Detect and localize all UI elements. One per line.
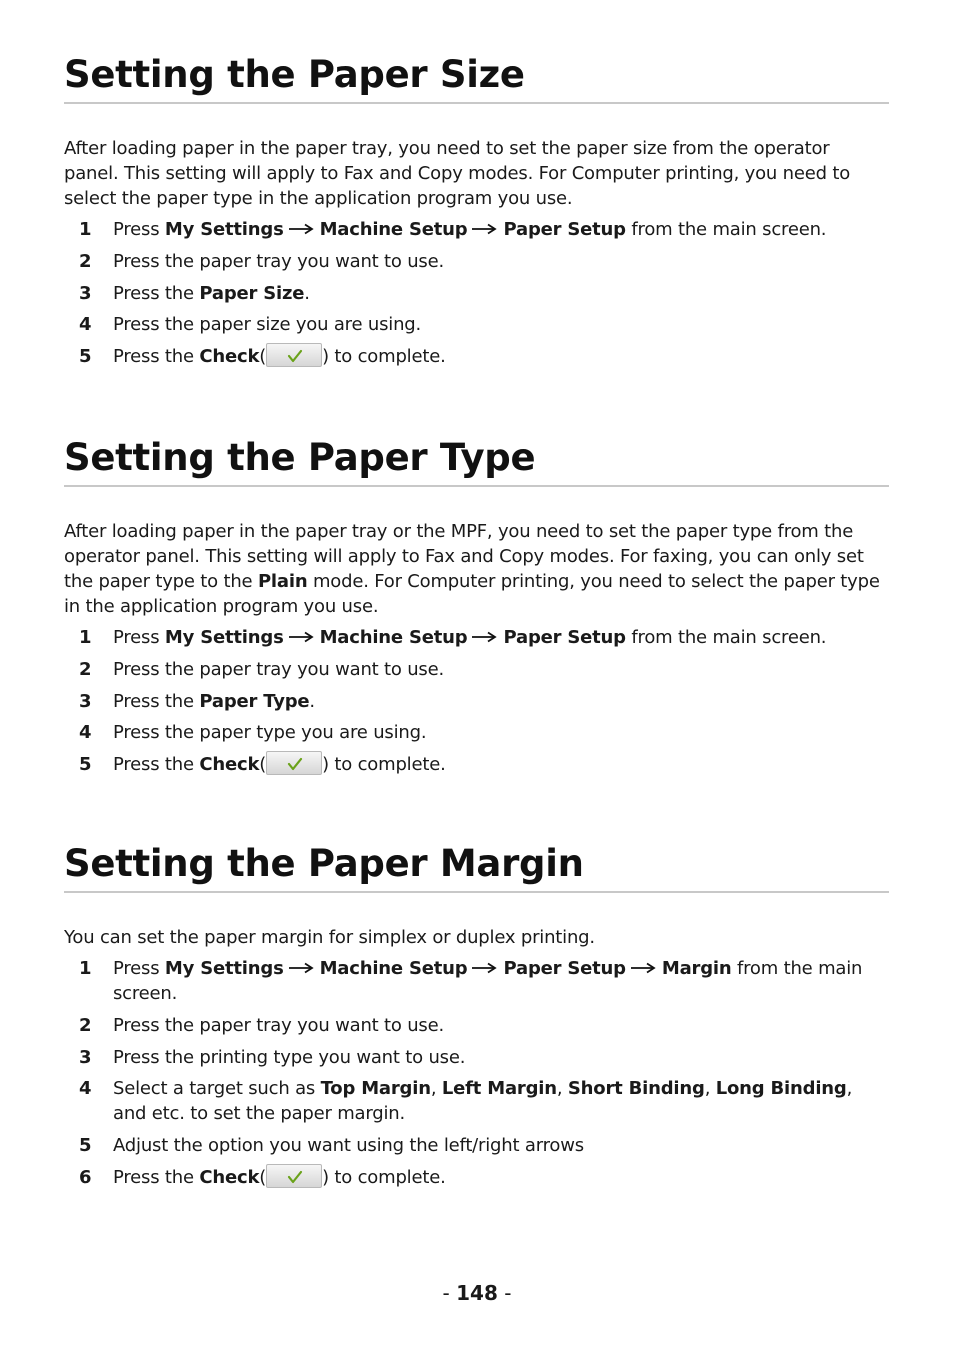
page-number: 148 (456, 1281, 498, 1305)
step-list (64, 625, 889, 777)
text-run: Press the paper tray you want to use. (113, 250, 445, 272)
step-number: 1 (79, 219, 92, 240)
text-run: After loading paper in the paper tray, you need to set the paper size from the operator panel. This setting will apply to Fax and Copy modes. For Computer printing, you need to select the paper type in the application program you use. (64, 138, 851, 209)
text-run: After loading paper in the paper tray or the MPF, you need to set the paper type from the operator panel. This setting will apply to Fax and Copy modes. For faxing, you can only set the paper type to the (64, 521, 864, 592)
step-number: 1 (79, 958, 92, 979)
emphasis-text: Short Binding (567, 1078, 705, 1100)
step-item (64, 312, 889, 337)
page-footer (0, 1280, 954, 1306)
checkmark-icon (287, 349, 303, 363)
text-run: Press (113, 627, 165, 648)
step-number: 6 (79, 1166, 92, 1188)
step-number: 3 (79, 690, 92, 712)
step-item (64, 249, 889, 274)
section-intro (64, 519, 889, 619)
step-list (64, 956, 889, 1190)
step-number: 5 (79, 346, 92, 368)
text-run: Press the paper size you are using. (113, 314, 422, 336)
step-number: 2 (79, 658, 92, 680)
emphasis-text: Check (199, 754, 260, 776)
text-run: ) to complete. (322, 346, 446, 368)
step-item (64, 752, 889, 777)
text-run: , (556, 1078, 568, 1100)
text-run: ( (259, 1166, 267, 1188)
text-run: Press the printing type you want to use. (113, 1046, 466, 1068)
step-item (64, 625, 889, 650)
section-title: Setting the Paper Size (64, 52, 889, 104)
text-run: , and etc. to set the paper margin. (113, 1078, 853, 1125)
section-intro (64, 925, 889, 950)
emphasis-text: Paper Type (199, 690, 310, 712)
emphasis-text: Check (199, 1166, 260, 1188)
arrow-right-icon (471, 631, 497, 643)
arrow-right-icon (471, 223, 497, 235)
text-run: ( (259, 346, 267, 368)
step-item (64, 344, 889, 369)
checkmark-icon (287, 1170, 303, 1184)
step-item (64, 956, 889, 1006)
step-item (64, 1165, 889, 1190)
emphasis-text: Paper Setup (503, 958, 626, 979)
emphasis-text: Paper Size (199, 282, 305, 304)
step-number: 3 (79, 282, 92, 304)
emphasis-text: Check (199, 346, 260, 368)
emphasis-text: Long Binding (715, 1078, 847, 1100)
emphasis-text: Paper Setup (503, 219, 626, 240)
text-run: . (304, 282, 310, 304)
text-run: Press the paper tray you want to use. (113, 658, 445, 680)
arrow-right-icon (288, 223, 314, 235)
section-intro (64, 136, 889, 211)
text-run: from the main screen. (625, 627, 827, 648)
emphasis-text: My Settings (164, 219, 284, 240)
arrow-right-icon (471, 962, 497, 974)
arrow-right-icon (288, 631, 314, 643)
step-item (64, 1045, 889, 1070)
arrow-right-icon (630, 962, 656, 974)
step-item (64, 720, 889, 745)
text-run: Select a target such as (113, 1078, 321, 1100)
step-item (64, 281, 889, 306)
check-button-icon (266, 1164, 322, 1188)
step-number: 1 (79, 627, 92, 648)
step-item (64, 1133, 889, 1158)
step-number: 3 (79, 1046, 92, 1068)
step-number: 5 (79, 1135, 92, 1157)
step-item (64, 1013, 889, 1038)
section-paper-size (64, 52, 889, 376)
emphasis-text: Top Margin (320, 1078, 431, 1100)
text-run: Press the (113, 754, 200, 776)
section-title: Setting the Paper Margin (64, 841, 889, 893)
section-title: Setting the Paper Type (64, 435, 889, 487)
text-run: ) to complete. (322, 754, 446, 776)
step-item (64, 217, 889, 242)
emphasis-text: Plain (257, 571, 308, 592)
text-run: Press the (113, 690, 200, 712)
text-run: Adjust the option you want using the left/right arrows (113, 1135, 584, 1157)
emphasis-text: Paper Setup (503, 627, 626, 648)
text-run: , (704, 1078, 716, 1100)
section-paper-margin (64, 841, 889, 1197)
step-list (64, 217, 889, 369)
footer-suffix: - (497, 1281, 512, 1305)
step-number: 4 (79, 314, 92, 336)
step-item (64, 689, 889, 714)
step-item (64, 657, 889, 682)
emphasis-text: My Settings (164, 958, 284, 979)
text-run: Press the (113, 1166, 200, 1188)
text-run: from the main screen. (113, 958, 863, 1004)
text-run: Press the (113, 282, 200, 304)
check-button-icon (266, 751, 322, 775)
text-run: . (309, 690, 315, 712)
emphasis-text: Margin (661, 958, 732, 979)
emphasis-text: Machine Setup (319, 958, 468, 979)
step-item (64, 1076, 889, 1126)
text-run: from the main screen. (625, 219, 827, 240)
footer-prefix: - (442, 1281, 457, 1305)
text-run: You can set the paper margin for simplex or duplex printing. (64, 927, 595, 948)
text-run: Press the paper type you are using. (113, 722, 427, 744)
text-run: Press (113, 219, 165, 240)
arrow-right-icon (288, 962, 314, 974)
checkmark-icon (287, 757, 303, 771)
text-run: Press (113, 958, 165, 979)
step-number: 4 (79, 722, 92, 744)
step-number: 2 (79, 250, 92, 272)
emphasis-text: Machine Setup (319, 219, 468, 240)
text-run: , (430, 1078, 442, 1100)
emphasis-text: Machine Setup (319, 627, 468, 648)
emphasis-text: Left Margin (441, 1078, 557, 1100)
step-number: 4 (79, 1078, 92, 1100)
text-run: mode. For Computer printing, you need to select the paper type in the application program you use. (64, 571, 880, 617)
step-number: 2 (79, 1014, 92, 1036)
text-run: Press the (113, 346, 200, 368)
text-run: ) to complete. (322, 1166, 446, 1188)
text-run: Press the paper tray you want to use. (113, 1014, 445, 1036)
section-paper-type (64, 435, 889, 784)
step-number: 5 (79, 754, 92, 776)
check-button-icon (266, 343, 322, 367)
text-run: ( (259, 754, 267, 776)
emphasis-text: My Settings (164, 627, 284, 648)
